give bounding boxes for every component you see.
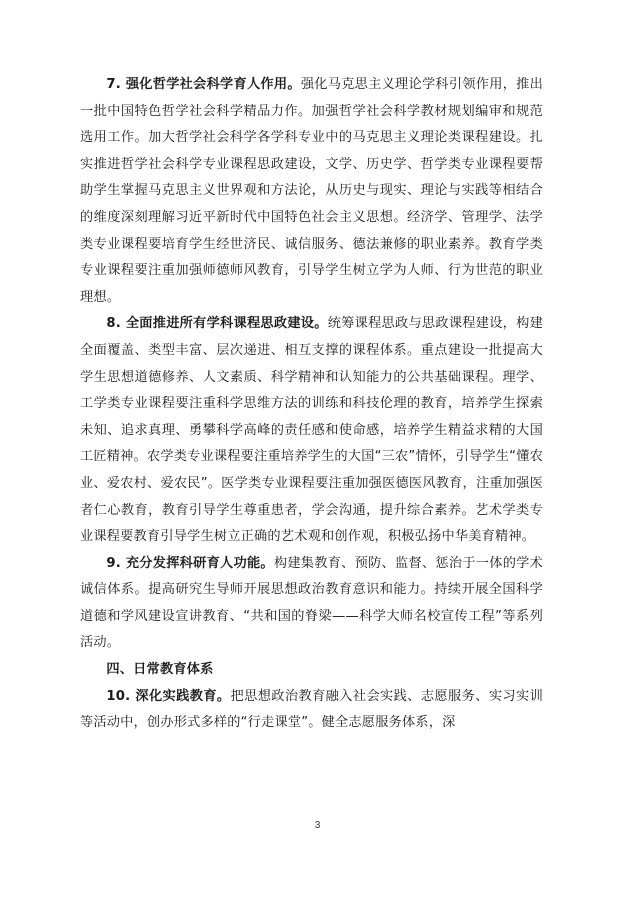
- paragraph-10-lead: 10. 深化实践教育。: [106, 688, 231, 704]
- paragraph-9: [80, 551, 543, 657]
- paragraph-10-body: 把思想政治教育融入社会实践、志愿服务、实习实训等活动中，创办形式多样的“行走课堂”。健全志愿服务体系，深: [80, 688, 543, 731]
- document-body: [80, 72, 543, 737]
- paragraph-10: [80, 684, 543, 737]
- paragraph-8: [80, 311, 543, 550]
- paragraph-8-lead: 8. 全面推进所有学科课程思政建设。: [106, 316, 328, 332]
- paragraph-7: [80, 72, 543, 311]
- page-number: 3: [314, 820, 321, 831]
- paragraph-7-lead: 7. 强化哲学社会科学育人作用。: [106, 77, 301, 92]
- paragraph-9-lead: 9. 充分发挥科研育人功能。: [106, 555, 274, 571]
- paragraph-9-body: 构建集教育、预防、监督、惩治于一体的学术诚信体系。提高研究生导师开展思想政治教育意识和能力。持续开展全国科学道德和学风建设宣讲教育、“共和国的脊梁——科学大师名校宣传工程”等系列活动。: [80, 555, 543, 651]
- section-heading: 四、日常教育体系: [106, 662, 214, 678]
- paragraph-8-body: 统筹课程思政与思政课程建设，构建全面覆盖、类型丰富、层次递进、相互支撑的课程体系。重点建设一批提高大学生思想道德修养、人文素质、科学精神和认知能力的公共基础课程。理学、工学类专业课程要注重科学思维方法的训练和科技伦理的教育，培养学生探索未知、追求真理、勇攀科学高峰的责任感和使命感，培养学生精益求精的大国工匠精神。农学类专业课程要注重培养学生的大国“三农”情怀，引导学生“懂农业、爱农村、爱农民”。医学类专业课程要注重加强医德医风教育，注重加强医者仁心教育，教育引导学生尊重患者，学会沟通，提升综合素养。艺术学类专业课程要教育引导学生树立正确的艺术观和创作观，积极弘扬中华美育精神。: [80, 316, 543, 545]
- paragraph-7-body: 强化马克思主义理论学科引领作用，推出一批中国特色哲学社会科学精品力作。加强哲学社会科学教材规划编审和规范选用工作。加大哲学社会科学各学科专业中的马克思主义理论类课程建设。扎实推进哲学社会科学专业课程思政建设，文学、历史学、哲学类专业课程要帮助学生掌握马克思主义世界观和方法论，从历史与现实、理论与实践等相结合的维度深刻理解习近平新时代中国特色社会主义思想。经济学、管理学、法学类专业课程要培育学生经世济民、诚信服务、德法兼修的职业素养。教育学类专业课程要注重加强师德师风教育，引导学生树立学为人师、行为世范的职业理想。: [80, 77, 543, 305]
